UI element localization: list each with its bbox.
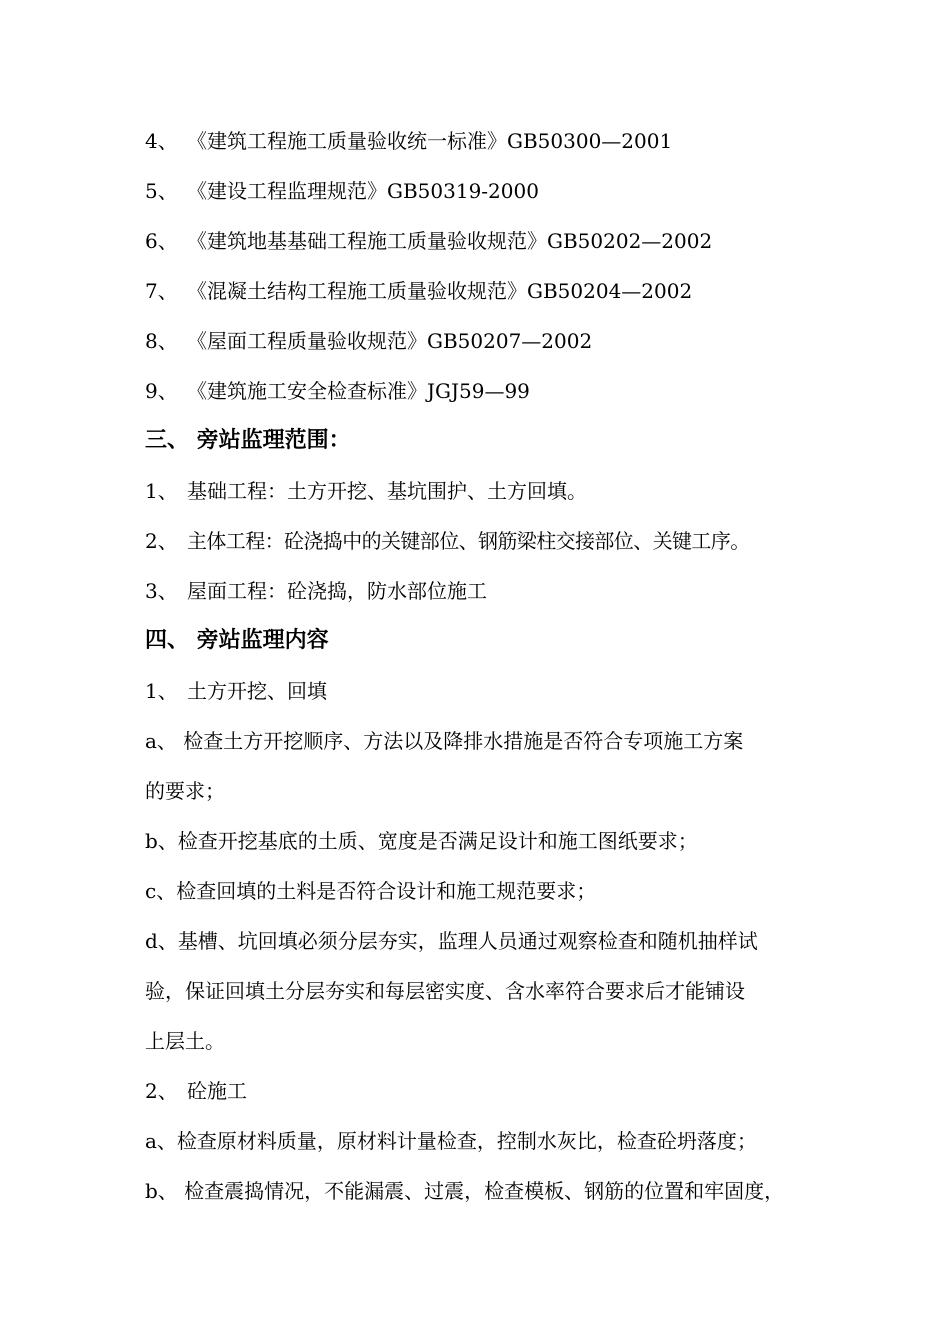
scope-item bbox=[145, 477, 835, 505]
item-text: 《建设工程监理规范》GB50319-2000 bbox=[187, 179, 539, 203]
paragraph-line: a、 检查土方开挖顺序、方法以及降排水措施是否符合专项施工方案 bbox=[145, 729, 744, 753]
item-text: 《混凝土结构工程施工质量验收规范》GB50204—2002 bbox=[187, 279, 693, 303]
subsection-title bbox=[145, 1077, 835, 1105]
item-number: 9、 bbox=[145, 379, 178, 403]
item-number: 5、 bbox=[145, 179, 178, 203]
scope-item bbox=[145, 577, 835, 605]
item-number: 8、 bbox=[145, 329, 178, 353]
item-text: 《建筑地基基础工程施工质量验收规范》GB50202—2002 bbox=[187, 229, 713, 253]
item-text: 《屋面工程质量验收规范》GB50207—2002 bbox=[187, 329, 593, 353]
item-number: 2、 bbox=[145, 529, 178, 553]
item-text: 主体工程：砼浇捣中的关键部位、钢筋梁柱交接部位、关键工序。 bbox=[187, 529, 750, 553]
paragraph-line: a、检查原材料质量，原材料计量检查，控制水灰比，检查砼坍落度； bbox=[145, 1129, 757, 1153]
subsection-title bbox=[145, 677, 835, 705]
item-number: 4、 bbox=[145, 129, 178, 153]
standard-item bbox=[145, 327, 835, 355]
item-number: 2、 bbox=[145, 1079, 178, 1103]
section-heading: 四、 旁站监理内容 bbox=[145, 627, 329, 653]
paragraph-line: b、检查开挖基底的土质、宽度是否满足设计和施工图纸要求； bbox=[145, 829, 698, 853]
standard-item bbox=[145, 227, 835, 255]
standard-item bbox=[145, 277, 835, 305]
item-text: 《建筑工程施工质量验收统一标准》GB50300—2001 bbox=[187, 129, 673, 153]
item-text: 屋面工程：砼浇捣，防水部位施工 bbox=[187, 579, 487, 603]
standard-item bbox=[145, 127, 835, 155]
item-text: 基础工程：土方开挖、基坑围护、土方回填。 bbox=[187, 479, 587, 503]
paragraph-line: b、 检查震捣情况，不能漏震、过震，检查模板、钢筋的位置和牢固度， bbox=[145, 1179, 785, 1203]
item-text: 砼施工 bbox=[187, 1079, 247, 1103]
paragraph-line: 的要求； bbox=[145, 779, 225, 803]
item-number: 6、 bbox=[145, 229, 178, 253]
paragraph-line: d、基槽、坑回填必须分层夯实，监理人员通过观察检查和随机抽样试 bbox=[145, 929, 758, 953]
standard-item bbox=[145, 377, 835, 405]
item-text: 土方开挖、回填 bbox=[187, 679, 327, 703]
item-number: 3、 bbox=[145, 579, 178, 603]
item-number: 1、 bbox=[145, 479, 178, 503]
section-heading: 三、 旁站监理范围： bbox=[145, 427, 351, 453]
paragraph-line: c、检查回填的土料是否符合设计和施工规范要求； bbox=[145, 879, 597, 903]
paragraph-line: 验，保证回填土分层夯实和每层密实度、含水率符合要求后才能铺设 bbox=[145, 979, 745, 1003]
item-number: 1、 bbox=[145, 679, 178, 703]
scope-item bbox=[145, 527, 835, 555]
item-text: 《建筑施工安全检查标准》JGJ59—99 bbox=[187, 379, 530, 403]
standard-item bbox=[145, 177, 835, 205]
paragraph-line: 上层土。 bbox=[145, 1029, 225, 1053]
item-number: 7、 bbox=[145, 279, 178, 303]
